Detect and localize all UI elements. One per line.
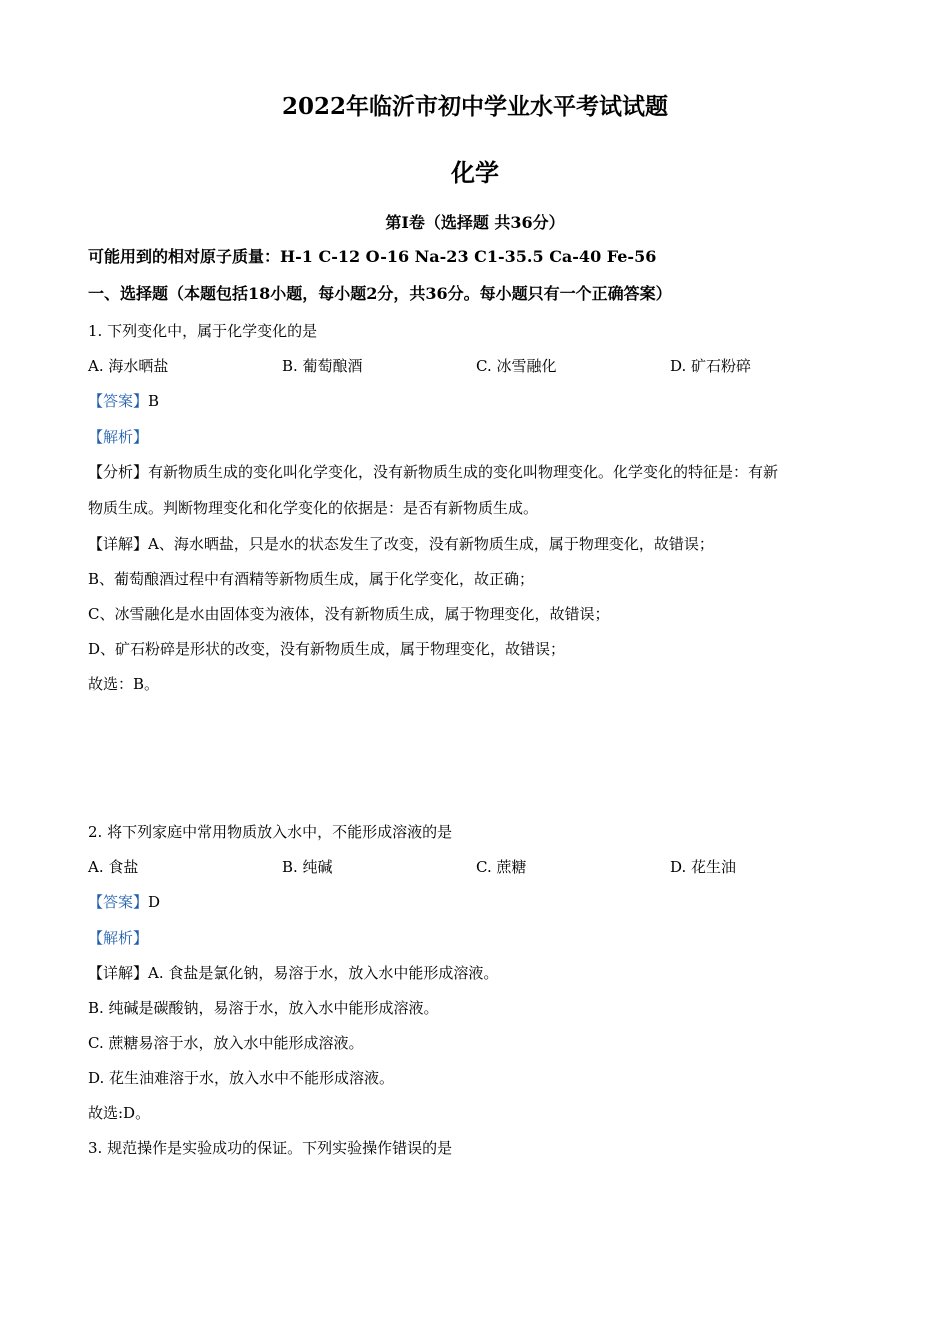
answer-tag: 【答案】: [88, 893, 149, 911]
q1-option-c: C. 冰雪融化: [476, 357, 557, 375]
q1-detail-a-text: A、海水晒盐，只是水的状态发生了改变，没有新物质生成，属于物理变化，故错误；: [148, 535, 714, 553]
q1-option-b: B. 葡萄酿酒: [282, 357, 363, 375]
q2-detail-a-text: A. 食盐是氯化钠，易溶于水，放入水中能形成溶液。: [148, 964, 499, 982]
exam-title: 2022年临沂市初中学业水平考试试题: [281, 93, 668, 120]
q2-option-a: A. 食盐: [88, 858, 139, 876]
q2-option-c: C. 蔗糖: [476, 858, 527, 876]
q1-conclusion: 故选：B。: [88, 675, 160, 693]
q2-conclusion: 故选:D。: [88, 1104, 151, 1122]
q1-fenxi-text-1: 有新物质生成的变化叫化学变化，没有新物质生成的变化叫物理变化。化学变化的特征是：有新: [148, 463, 779, 481]
q2-analysis-tag: 【解析】: [88, 929, 149, 947]
q1-fenxi-line-1: [88, 462, 778, 482]
q1-option-a: A. 海水晒盐: [88, 357, 169, 375]
q3-stem: 3. 规范操作是实验成功的保证。下列实验操作错误的是: [88, 1139, 453, 1157]
q1-answer-value: B: [148, 392, 160, 410]
q1-detail-c: C、冰雪融化是水由固体变为液体，没有新物质生成，属于物理变化，故错误；: [88, 605, 610, 623]
q1-option-d: D. 矿石粉碎: [670, 357, 752, 375]
q1-fenxi-line-2: 物质生成。判断物理变化和化学变化的依据是：是否有新物质生成。: [88, 499, 539, 517]
q2-detail-c: C. 蔗糖易溶于水，放入水中能形成溶液。: [88, 1034, 364, 1052]
q2-answer: [88, 892, 160, 912]
q2-option-d: D. 花生油: [670, 858, 737, 876]
q1-analysis-tag: 【解析】: [88, 428, 149, 446]
q1-detail-a: [88, 534, 714, 554]
subject-title: 化学: [451, 158, 499, 187]
answer-tag: 【答案】: [88, 392, 149, 410]
q2-option-b: B. 纯碱: [282, 858, 333, 876]
q2-detail-d: D. 花生油难溶于水，放入水中不能形成溶液。: [88, 1069, 395, 1087]
q1-answer: [88, 391, 159, 411]
detail-tag: 【详解】: [88, 535, 149, 553]
section-title: 第I卷（选择题 共36分）: [385, 213, 565, 232]
q1-detail-b: B、葡萄酿酒过程中有酒精等新物质生成，属于化学变化，故正确；: [88, 570, 535, 588]
q2-answer-value: D: [148, 893, 161, 911]
q2-stem: 2. 将下列家庭中常用物质放入水中，不能形成溶液的是: [88, 823, 453, 841]
q1-stem: 1. 下列变化中，属于化学变化的是: [88, 322, 318, 340]
detail-tag: 【详解】: [88, 964, 149, 982]
q2-detail-b: B. 纯碱是碳酸钠，易溶于水，放入水中能形成溶液。: [88, 999, 439, 1017]
atomic-masses: 可能用到的相对原子质量：H-1 C-12 O-16 Na-23 C1-35.5 Ca-40 Fe-56: [88, 247, 657, 266]
q2-detail-a: [88, 963, 498, 983]
q1-detail-d: D、矿石粉碎是形状的改变，没有新物质生成，属于物理变化，故错误；: [88, 640, 566, 658]
fenxi-tag: 【分析】: [88, 463, 149, 481]
part-heading: 一、选择题（本题包括18小题，每小题2分，共36分。每小题只有一个正确答案）: [88, 284, 672, 303]
